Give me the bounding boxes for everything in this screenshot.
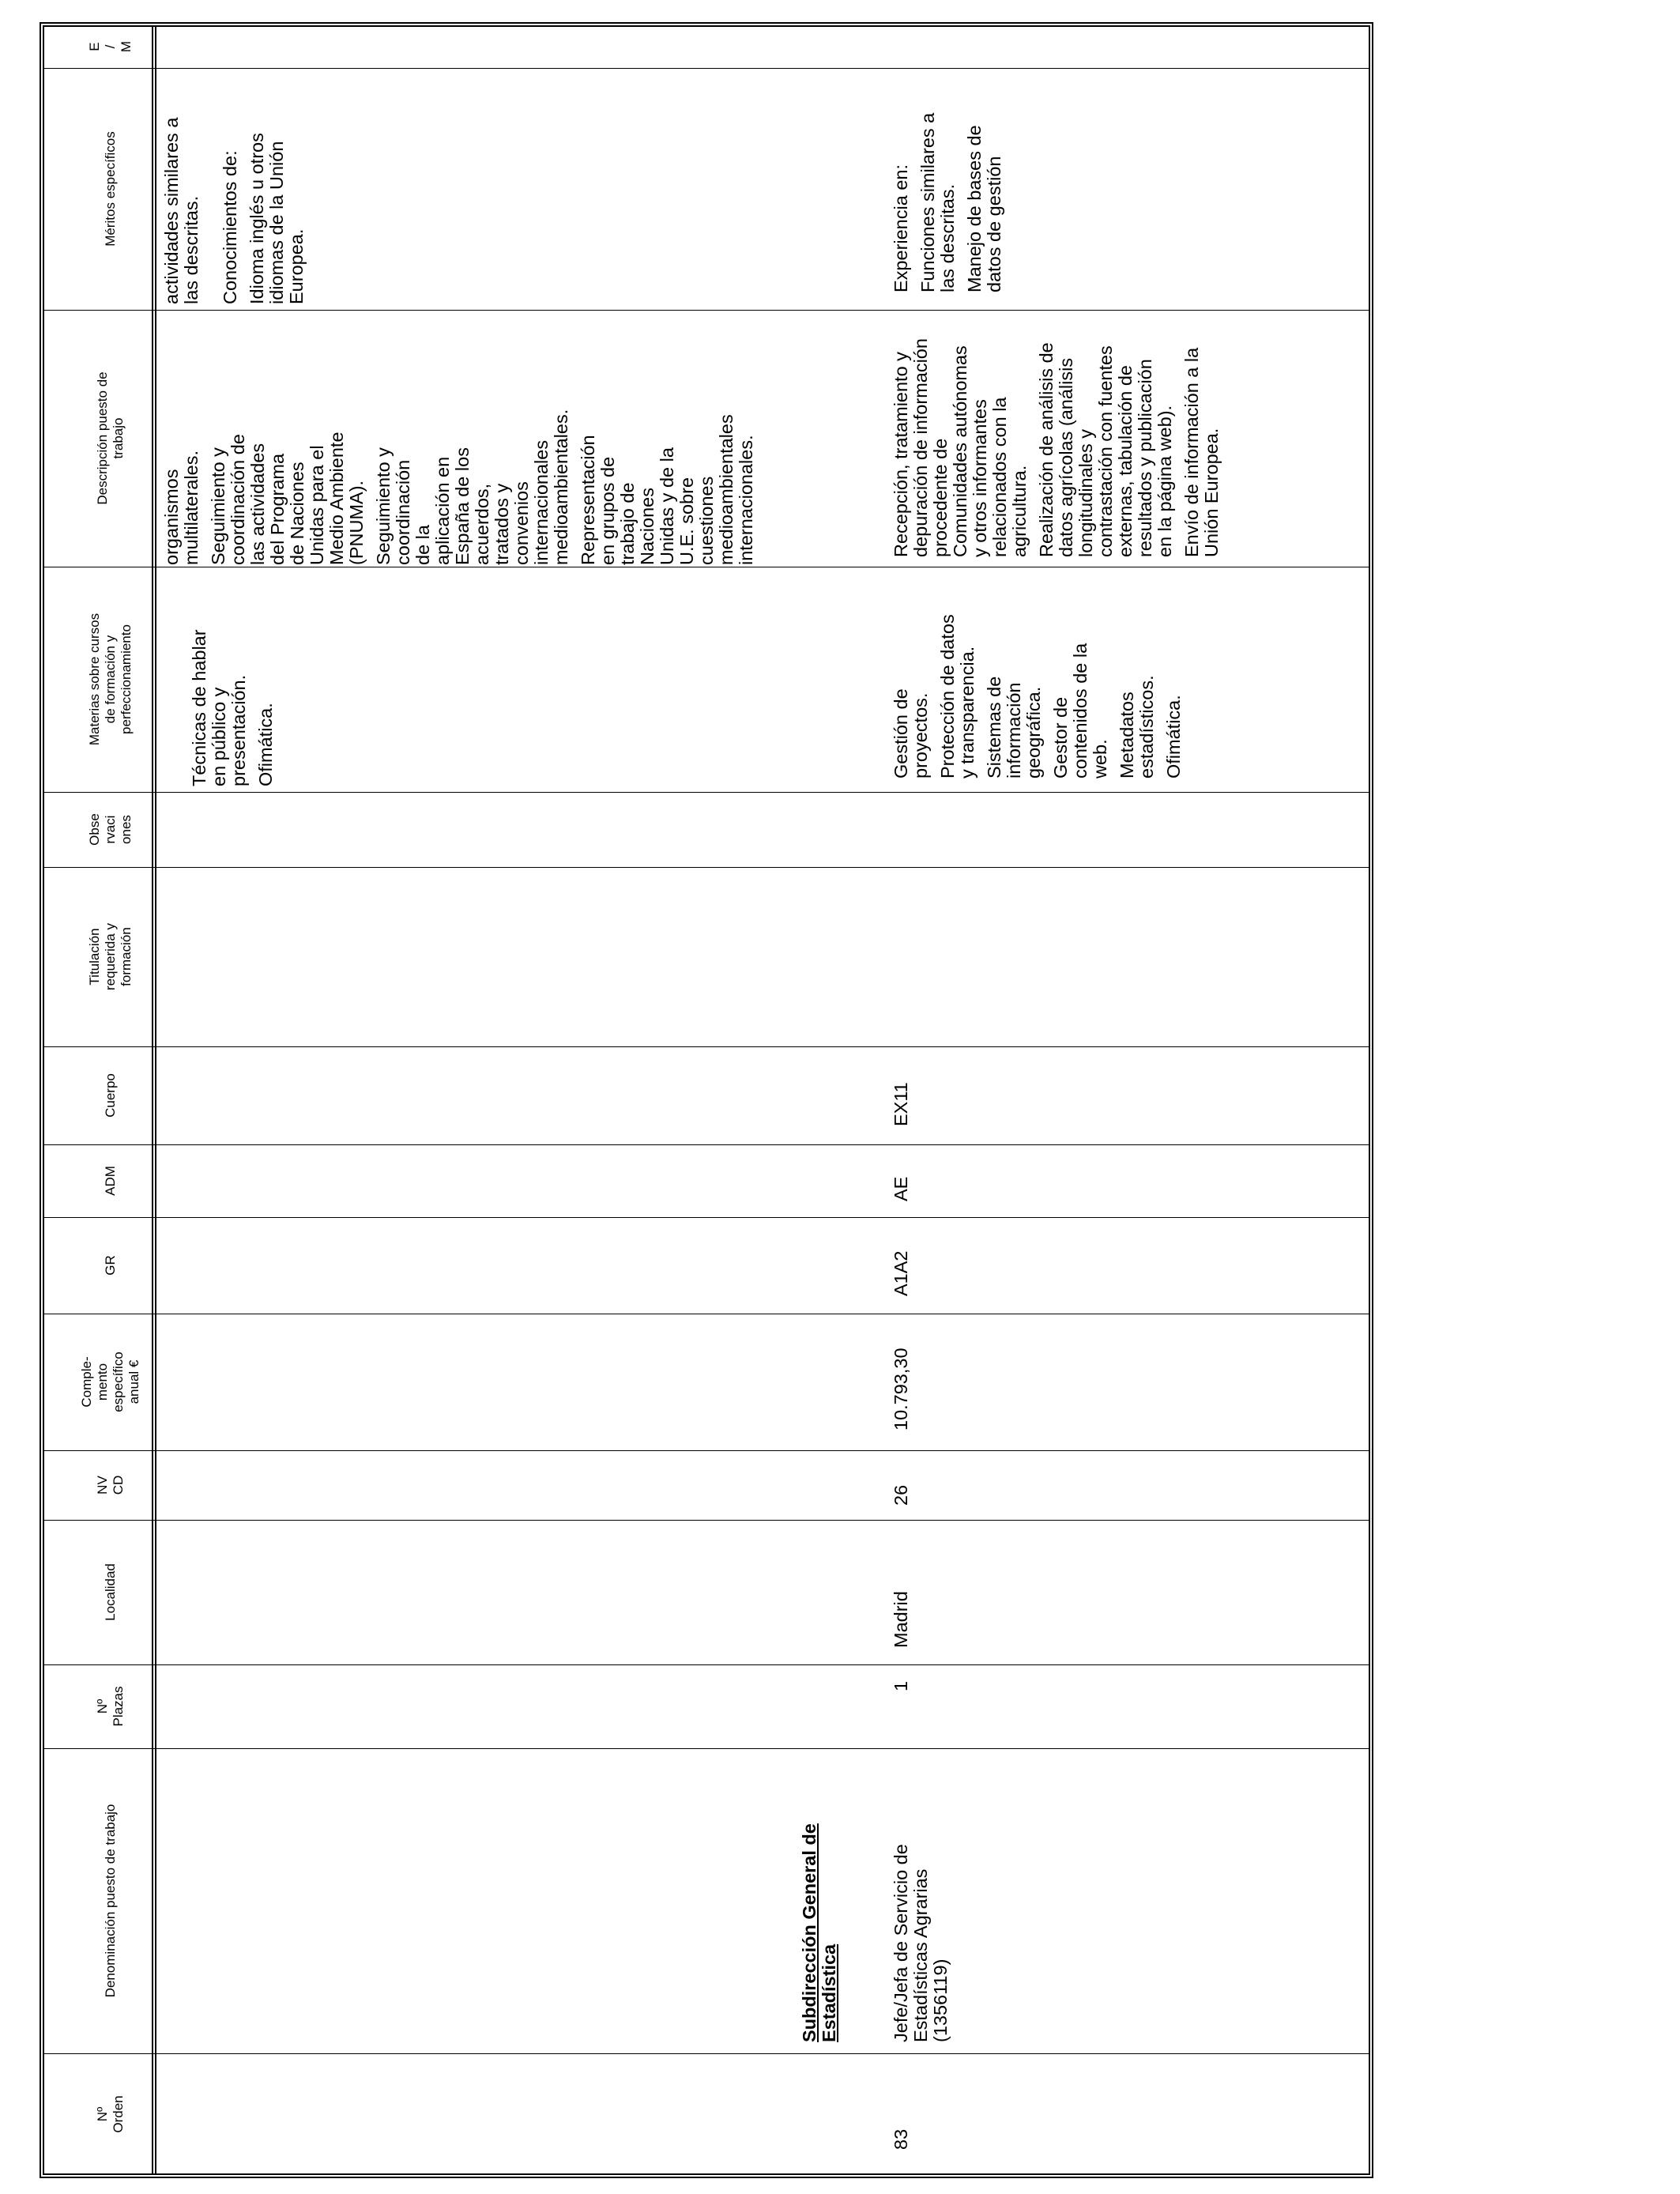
row-meritos [891,55,1097,292]
col-sep [43,2053,1370,2054]
row-cuerpo: EX11 [891,1082,911,1126]
row-meritos-label: Experiencia en: [891,164,911,292]
col-sep [43,1664,1370,1665]
section-heading: Subdirección General de Estadística [799,1823,839,2042]
header-orden: Nº Orden [95,2095,126,2133]
row-descripcion-item: Recepción, tratamiento y depuración de información procedente de Comunidades autónomas y otros informantes relacionados con la agricultura. [891,338,1030,557]
header-complemento: Comple- mento específico anual € [79,1351,141,1412]
header-materias: Materias sobre cursos de formación y perfeccionamiento [87,613,134,746]
col-sep [43,68,1370,69]
row-complemento: 10.793,30 [891,1348,911,1431]
header-denominacion: Denominación puesto de trabajo [103,1804,118,1998]
row-materias-item: Metadatos estadísticos. [1117,675,1157,778]
continuation-materias-item: Ofimática. [255,703,276,786]
col-sep [43,1520,1370,1521]
row-localidad: Madrid [891,1591,911,1648]
header-nivel: NV CD [95,1475,126,1495]
header-adm: ADM [103,1166,118,1196]
continuation-meritos-idiomas: Idioma inglés u otros idiomas de la Unión Europea. [247,133,307,304]
continuation-materias-item: Técnicas de hablar en público y presentación. [189,629,249,786]
header-titulacion: Titulación requerida y formación [87,922,134,991]
header-grupo: GR [103,1255,118,1276]
col-sep [43,1046,1370,1047]
row-grupo: A1A2 [891,1250,911,1296]
row-meritos-item: Manejo de bases de datos de gestión [964,125,1004,292]
continuation-materias [190,597,348,786]
row-materias-item: Gestión de proyectos. [891,688,931,778]
row-materias-item: Ofimática. [1163,695,1184,778]
continuation-meritos-experiencia: actividades similares a las descritas. [161,117,202,304]
row-orden: 83 [891,2128,911,2150]
row-plazas: 1 [891,1680,911,1691]
continuation-meritos-label: Conocimientos de: [220,150,240,304]
row-denominacion: Jefe/Jefa de Servicio de Estadísticas Agrarias (1356119) [891,1844,951,2042]
row-descripcion-item: Realización de análisis de datos agrícolas (análisis longitudinales y contrastación con fuentes externas, tabulación de resultados y publicación en la página web). [1036,342,1175,557]
row-materias-item: Gestor de contenidos de la web. [1050,643,1110,778]
continuation-descripcion-item: Seguimiento y coordinación de las actividades del Programa de Naciones Unidas para el Medio Ambiente (PNUMA). [208,432,367,565]
row-materias-item: Sistemas de información geográfica. [984,676,1044,778]
col-sep [43,1144,1370,1145]
col-sep [43,310,1370,311]
col-sep [43,867,1370,868]
row-meritos-item: Funciones similares a las descritas. [917,112,958,292]
header-observaciones: Obse rvaci ones [87,813,134,846]
row-descripcion [891,320,1381,557]
continuation-descripcion-item: Seguimiento y coordinación de la aplicación en España de los acuerdos, tratados y convenios internacionales medioambientales. [373,409,571,565]
header-separator [152,25,153,2175]
row-adm: AE [891,1176,911,1201]
continuation-descripcion-item: organismos multilaterales. [161,450,202,565]
col-sep [43,1450,1370,1451]
row-materias-item: Protección de datos y transparencia. [937,614,977,778]
row-descripcion-item: Envío de información a la Unión Europea. [1181,347,1222,557]
row-materias [891,573,1263,778]
header-localidad: Localidad [103,1563,118,1621]
continuation-meritos [162,91,352,304]
col-sep [43,792,1370,793]
header-em: E / M [87,40,134,53]
col-sep [43,1748,1370,1749]
continuation-descripcion [162,328,842,565]
header-meritos: Méritos específicos [103,131,118,247]
continuation-descripcion-item: Representación en grupos de trabajo de Naciones Unidas y de la U.E. sobre cuestiones medioambientales internacionales. [578,414,756,565]
header-plazas: Nº Plazas [95,1686,126,1727]
row-nivel: 26 [891,1484,911,1506]
header-descripcion: Descripción puesto de trabajo [95,371,126,505]
col-sep [43,1217,1370,1218]
header-cuerpo: Cuerpo [103,1073,118,1118]
